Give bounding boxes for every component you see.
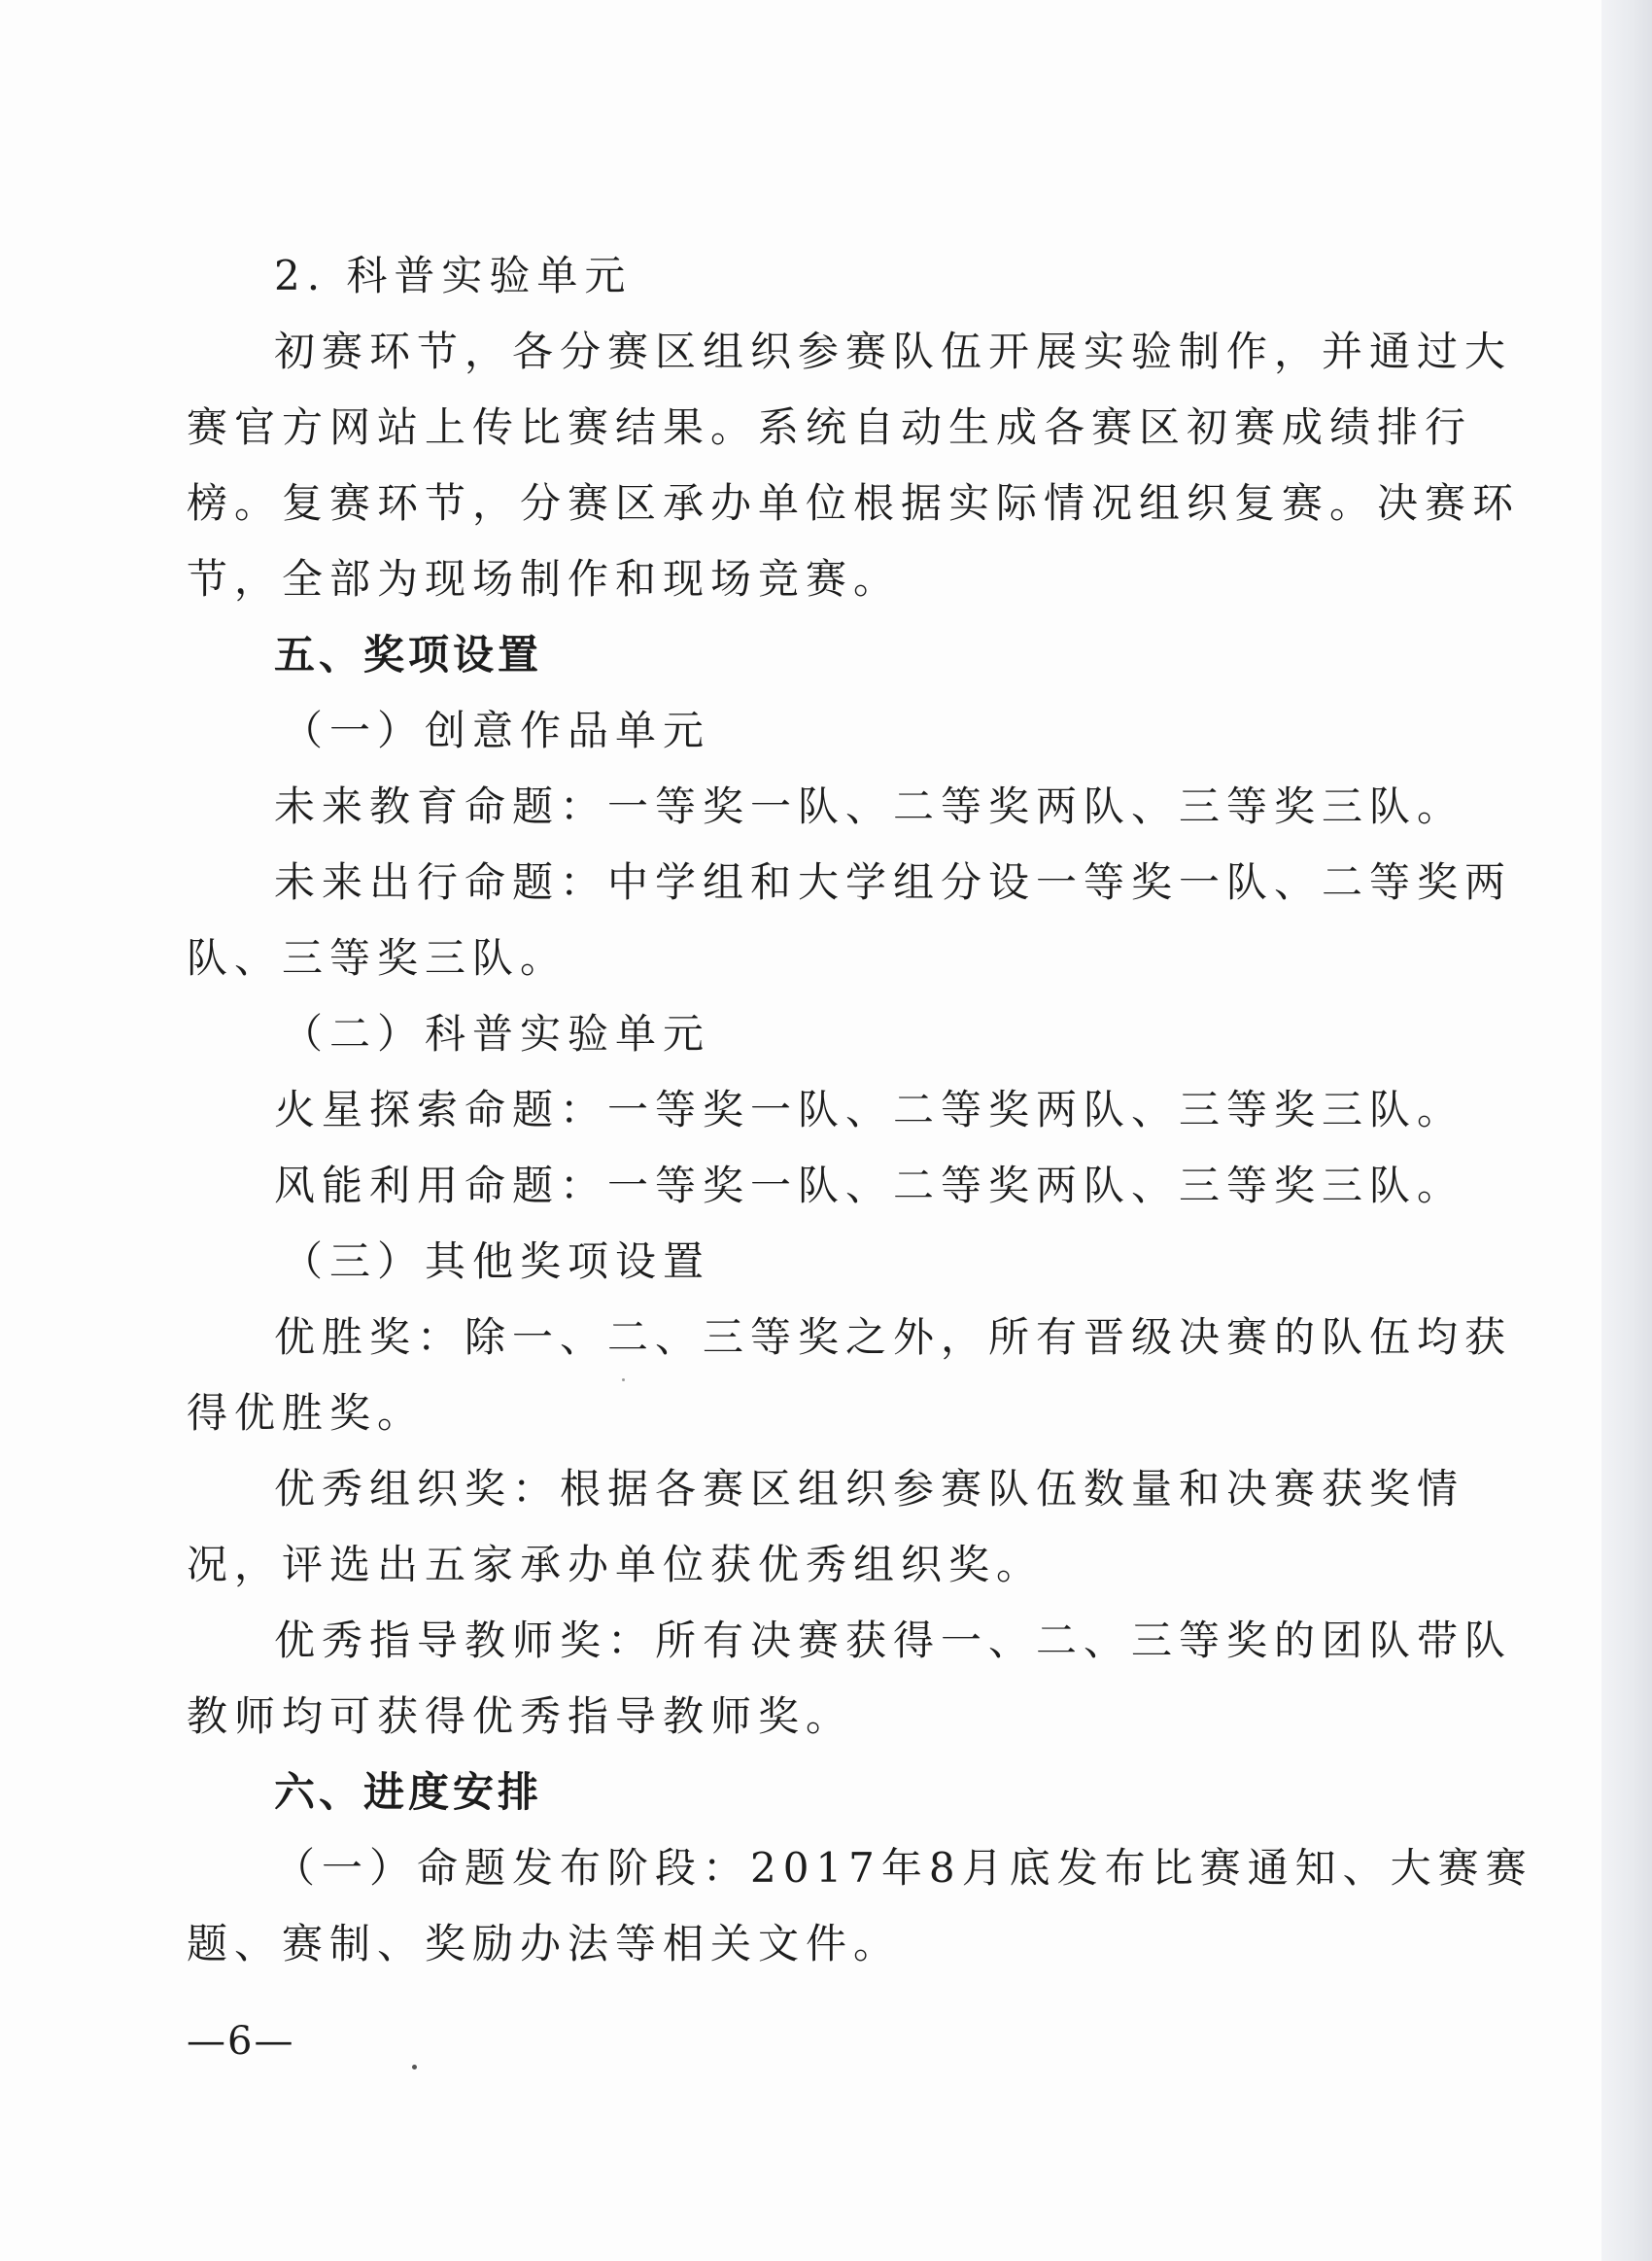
paragraph-line: 优秀指导教师奖：所有决赛获得一、二、三等奖的团队带队 <box>274 1617 1513 1664</box>
paragraph-line: 火星探索命题：一等奖一队、二等奖两队、三等奖三队。 <box>274 1086 1465 1133</box>
page-number: —6— <box>187 2019 295 2064</box>
section-heading: 六、进度安排 <box>274 1768 543 1816</box>
paragraph-line: 队、三等奖三队。 <box>187 934 568 982</box>
paragraph-line: 赛官方网站上传比赛结果。系统自动生成各赛区初赛成绩排行 <box>187 403 1473 451</box>
paragraph-line: 优胜奖：除一、二、三等奖之外，所有晋级决赛的队伍均获 <box>274 1313 1513 1361</box>
paragraph-line: 况，评选出五家承办单位获优秀组织奖。 <box>187 1541 1045 1588</box>
section-heading: 五、奖项设置 <box>274 631 543 678</box>
paragraph-line: 初赛环节，各分赛区组织参赛队伍开展实验制作，并通过大 <box>274 328 1513 375</box>
paragraph-line: 教师均可获得优秀指导教师奖。 <box>187 1692 854 1740</box>
paragraph-line: 榜。复赛环节，分赛区承办单位根据实际情况组织复赛。决赛环 <box>187 479 1521 527</box>
document-body <box>187 238 1533 1982</box>
paragraph-line: 风能利用命题：一等奖一队、二等奖两队、三等奖三队。 <box>274 1162 1465 1209</box>
subsection-heading: （一）创意作品单元 <box>282 707 711 754</box>
paragraph-line: 优秀组织奖：根据各赛区组织参赛队伍数量和决赛获奖情 <box>274 1465 1465 1513</box>
scan-page-edge <box>1601 0 1652 2261</box>
scan-speck <box>412 2065 417 2070</box>
subsection-heading: （二）科普实验单元 <box>282 1010 711 1058</box>
scan-speck <box>622 1378 625 1381</box>
paragraph-line: 未来教育命题：一等奖一队、二等奖两队、三等奖三队。 <box>274 783 1465 830</box>
subsection-heading: （三）其他奖项设置 <box>282 1237 711 1285</box>
paragraph-line: 未来出行命题：中学组和大学组分设一等奖一队、二等奖两 <box>274 858 1513 906</box>
paragraph-line: （一）命题发布阶段：2017年8月底发布比赛通知、大赛赛 <box>274 1844 1533 1892</box>
paragraph-line: 题、赛制、奖励办法等相关文件。 <box>187 1920 902 1967</box>
section-subheading: 2. 科普实验单元 <box>274 252 633 299</box>
paragraph-line: 节，全部为现场制作和现场竞赛。 <box>187 555 902 603</box>
paragraph-line: 得优胜奖。 <box>187 1389 426 1437</box>
